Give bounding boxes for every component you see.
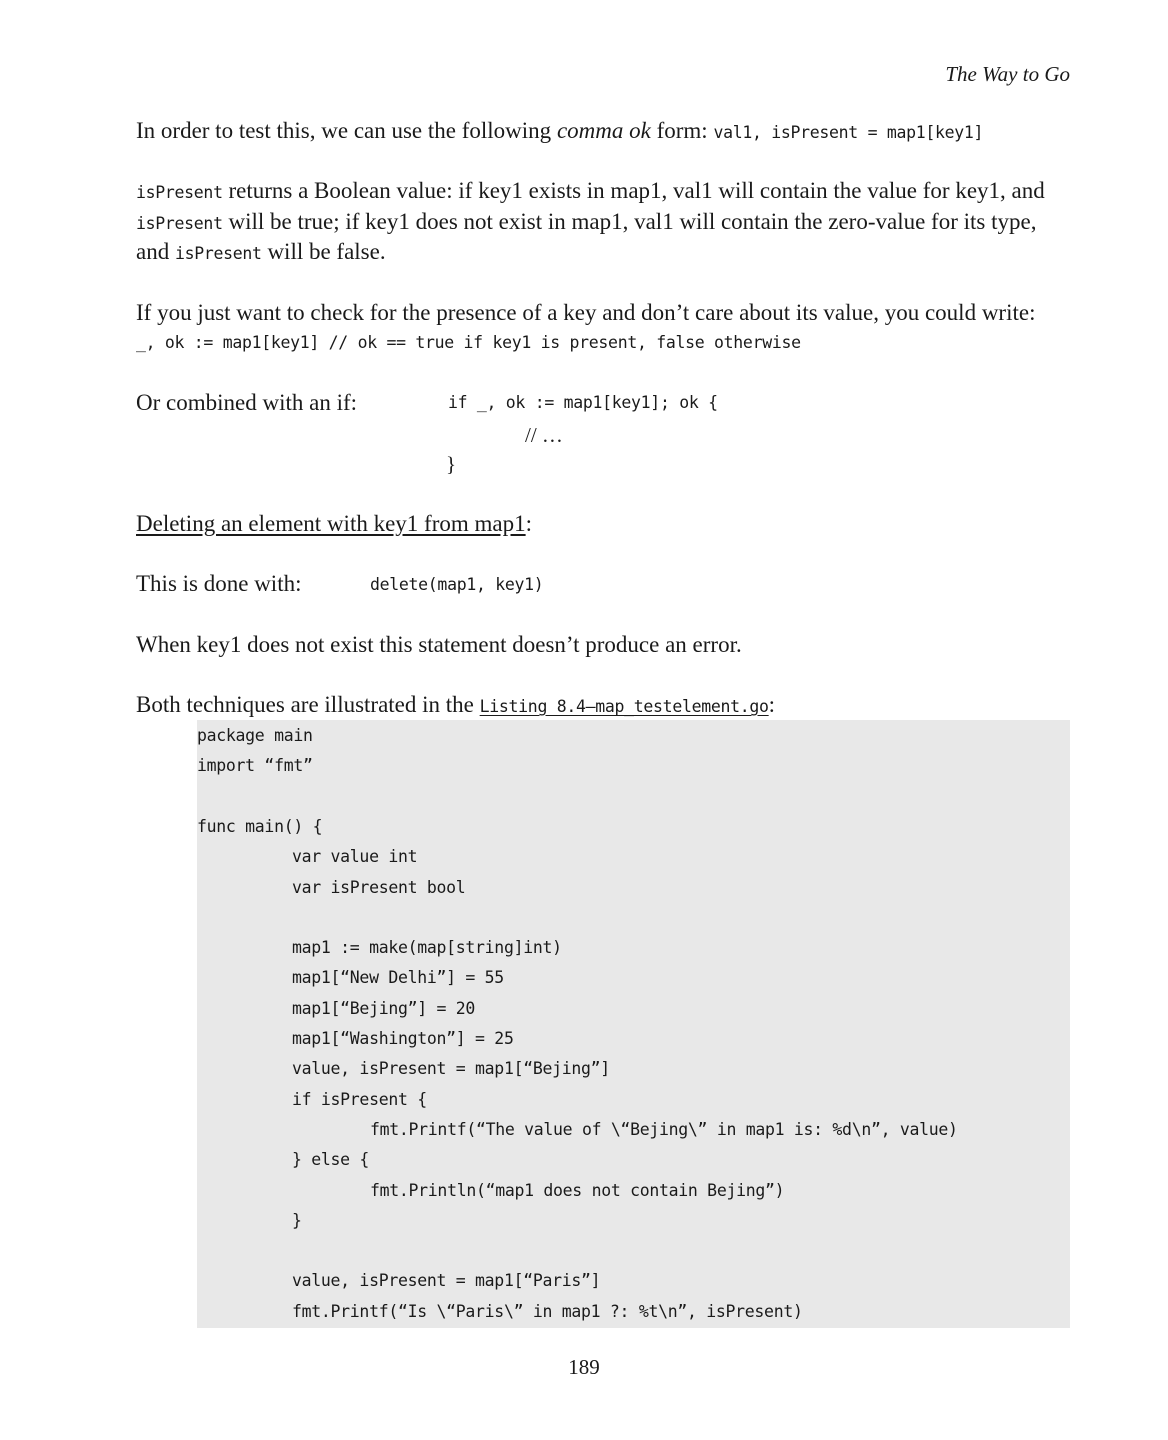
text: In order to test this, we can use the following [136,118,557,143]
label-combined-if: Or combined with an if: [136,390,358,415]
code-line: import “fmt” [197,756,313,776]
code-line: var isPresent bool [292,877,466,897]
colon: : [768,692,776,717]
code-line: fmt.Printf(“The value of \“Bejing\” in map1 is: %d\n”, value) [370,1119,958,1139]
code-line: } else { [292,1150,370,1170]
text: Both techniques are illustrated in the [136,692,480,717]
code-line: map1[“Bejing”] = 20 [292,998,476,1018]
code-line: } [292,1210,302,1230]
code-line: fmt.Printf(“Is \“Paris\” in map1 ?: %t\n”, isPresent) [292,1301,803,1321]
emphasis: comma ok [556,118,651,143]
text: returns a Boolean value: if key1 exists in map1, val1 will contain the value for key1, and [222,178,1045,203]
code-line: map1[“Washington”] = 25 [292,1029,514,1048]
code-line-brace: } [446,452,457,476]
running-header: The Way to Go [945,62,1070,86]
text: will be false. [261,239,386,264]
section-heading-delete [136,509,532,539]
code-line-comment: // … [525,423,563,447]
text: and [136,239,175,264]
heading-text: Deleting an element with key1 from map1 [136,511,526,536]
code-line: value, isPresent = map1[“Paris”] [292,1271,601,1291]
code-line: if isPresent { [292,1089,427,1109]
code-delete: delete(map1, key1) [370,575,544,594]
code-line-if: if _, ok := map1[key1]; ok { [448,393,718,412]
paragraph-listing-intro [136,690,775,722]
page-number: 189 [568,1355,600,1379]
inline-code: isPresent [136,183,223,202]
code-line: map1 := make(map[string]int) [292,938,562,958]
label-done-with: This is done with: [136,571,302,596]
code-line: func main() { [197,816,323,836]
code-line: var value int [292,847,418,867]
inline-code: isPresent [136,214,223,233]
text: will be true; if key1 does not exist in map1, val1 will contain the zero-value for its type, [222,209,1037,234]
text: form: [650,118,714,143]
code-line: map1[“New Delhi”] = 55 [292,968,504,988]
inline-code: isPresent [174,244,262,263]
paragraph-ispresent-line1 [136,176,1045,208]
paragraph-presence: If you just want to check for the presence of a key and don’t care about its value, you could write: [136,300,1036,325]
paragraph-ispresent-line2 [136,207,1036,239]
code-line: value, isPresent = map1[“Bejing”] [292,1059,610,1079]
code-line-presence: _, ok := map1[key1] // ok == true if key1 is present, false otherwise [136,333,801,352]
colon: : [525,511,532,536]
code-line: package main [197,726,313,745]
listing-link[interactable]: Listing 8.4—map_testelement.go [479,697,769,716]
code-listing [197,720,1070,1328]
paragraph-comma-ok [136,116,983,148]
code-line: fmt.Println(“map1 does not contain Bejing”) [370,1180,785,1200]
paragraph-no-error: When key1 does not exist this statement doesn’t produce an error. [136,632,742,657]
paragraph-ispresent-line3 [136,237,386,269]
inline-code: val1, isPresent = map1[key1] [713,123,984,142]
